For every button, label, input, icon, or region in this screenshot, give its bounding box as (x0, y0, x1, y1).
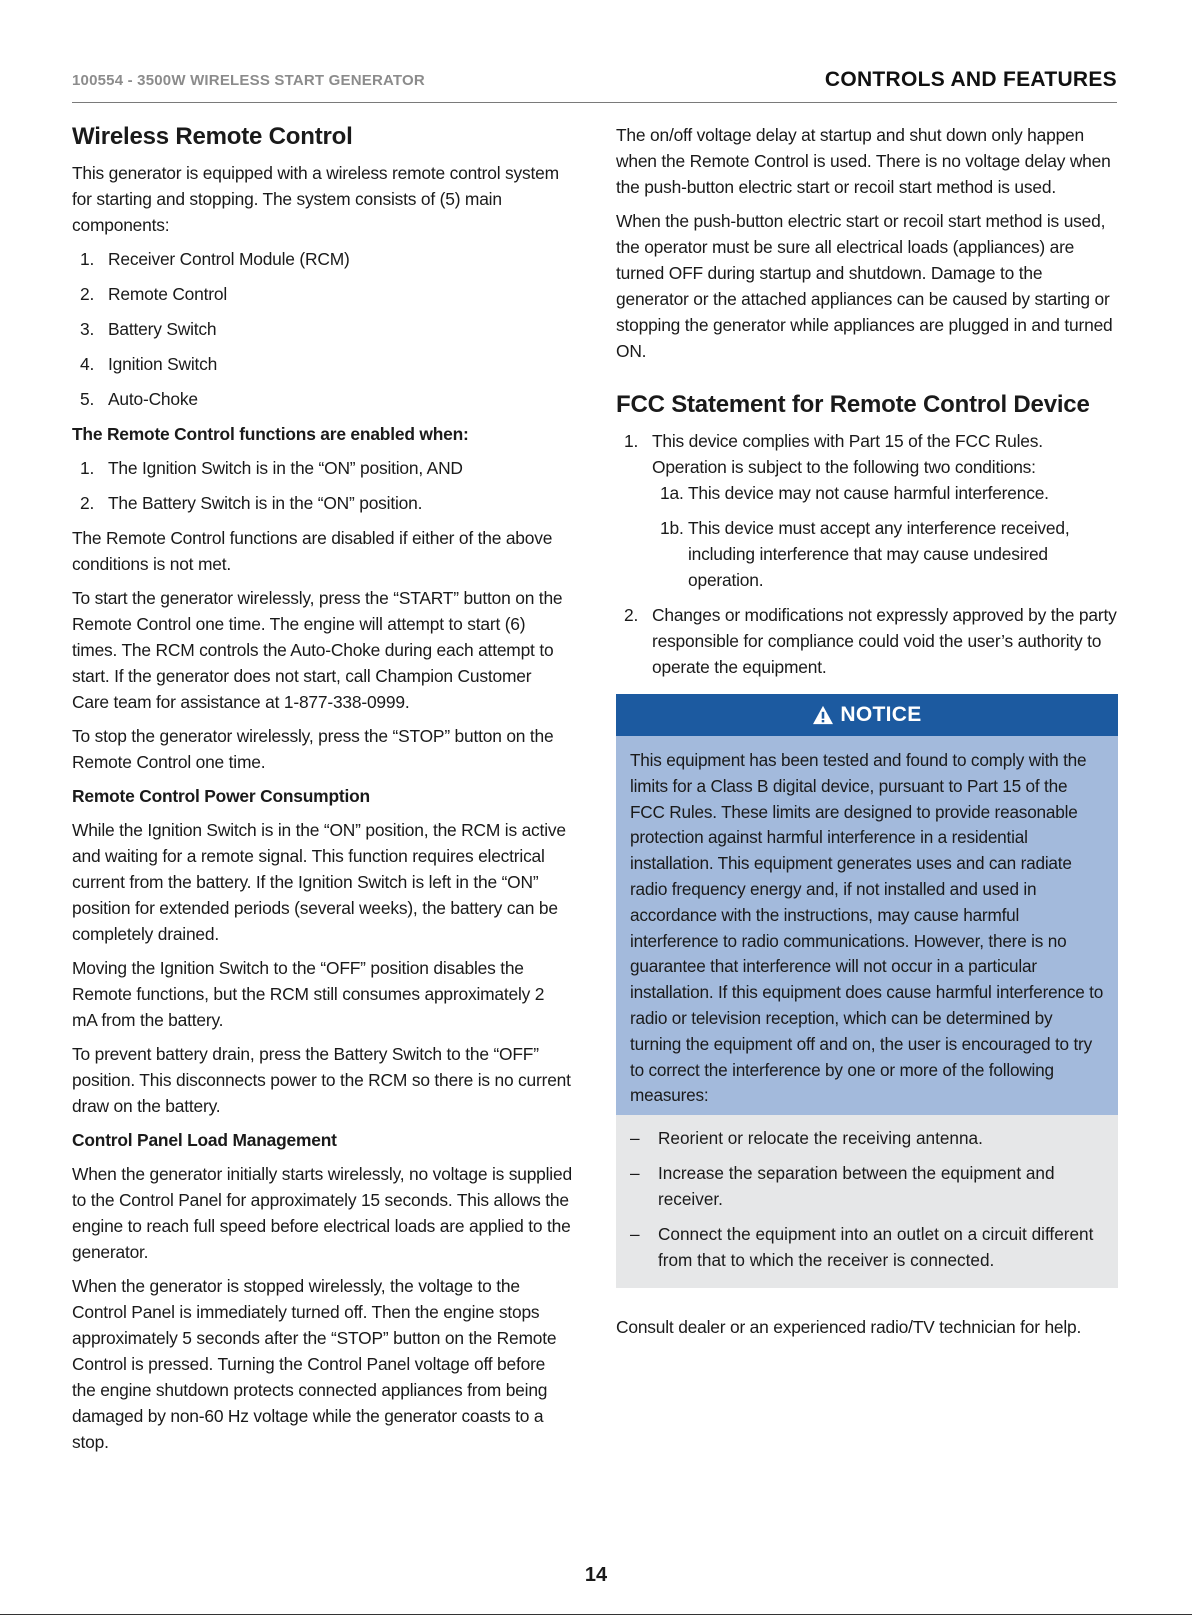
page-header (72, 66, 1117, 103)
stop-paragraph: To stop the generator wirelessly, press the “STOP” button on the Remote Control one time. (72, 726, 554, 772)
notice-label: NOTICE (840, 703, 922, 726)
document-title: 100554 - 3500W WIRELESS START GENERATOR (72, 72, 425, 89)
load-paragraph-2: When the generator is stopped wirelessly, the voltage to the Control Panel is immediately turned off. Then the engine stops approximately 5 seconds after the “STOP” button on the Remote Control is pressed. Turning the Control Panel voltage off before the engine shutdown protects connected appliances from being damaged by non-60 Hz voltage while the generator coasts to a stop. (72, 1276, 557, 1452)
notice-header (616, 694, 1118, 736)
list-item: 2. The Battery Switch is in the “ON” position. (80, 493, 423, 513)
list-item: 1. The Ignition Switch is in the “ON” position, AND (80, 458, 463, 478)
list-item: 4. Ignition Switch (80, 354, 218, 374)
start-paragraph: To start the generator wirelessly, press the “START” button on the Remote Control one time. The engine will attempt to start (6) times. The RCM controls the Auto-Choke during each attempt to start. If the generator does not start, call Champion Customer Care team for assistance at 1-877-338-0999. (72, 588, 563, 712)
consult-paragraph: Consult dealer or an experienced radio/TV technician for help. (616, 1317, 1082, 1338)
list-item: – Connect the equipment into an outlet on a circuit different from that to which the receiver is connected. (630, 1224, 1094, 1271)
notice-measures (616, 1115, 1118, 1288)
notice-body (616, 736, 1118, 1115)
power-consumption-heading: Remote Control Power Consumption (72, 786, 370, 806)
fcc-sub-list (652, 480, 1118, 593)
list-item: 1b. This device must accept any interference received, including interference that may cause undesired operation. (660, 518, 1070, 590)
list-item: 1a. This device may not cause harmful interference. (660, 483, 1049, 503)
notice-text: This equipment has been tested and found to comply with the limits for a Class B digital device, pursuant to Part 15 of the FCC Rules. These limits are designed to provide reasonable protection against harmful interference in a residential installation. This equipment generates uses and can radiate radio frequency energy and, if not installed and used in accordance with the instructions, may cause harmful interference to radio communications. However, there is no guarantee that interference will not occur in a particular installation. If this equipment does cause harmful interference to radio or television reception, which can be determined by turning the equipment off and on, the user is encouraged to try to correct the interference by one or more of the following measures: (630, 750, 1104, 1106)
page-number: 14 (584, 1564, 608, 1586)
list-item: 1. Receiver Control Module (RCM) (80, 249, 350, 269)
electrical-loads-paragraph: When the push-button electric start or recoil start method is used, the operator must be sure all electrical loads (appliances) are turned OFF during startup and shutdown. Damage to the generator or the attached appliances can be caused by starting or stopping the generator while appliances are plugged in and turned ON. (616, 211, 1113, 361)
list-item: 1. This device complies with Part 15 of the FCC Rules. Operation is subject to the following two conditions: 1a. This device may not cause harmful interference. 1b. This device must accept any interference received, including interference that may cause undesired operation. (616, 428, 1118, 593)
list-item: 5. Auto-Choke (80, 389, 198, 409)
measures-list (630, 1125, 1104, 1273)
voltage-delay-paragraph: The on/off voltage delay at startup and shut down only happen when the Remote Control is used. There is no voltage delay when the push-button electric start or recoil start method is used. (616, 125, 1111, 197)
bottom-divider (0, 1614, 1192, 1615)
power-paragraph-2: Moving the Ignition Switch to the “OFF” position disables the Remote functions, but the RCM still consumes approximately 2 mA from the battery. (72, 958, 545, 1030)
list-item: – Reorient or relocate the receiving antenna. (630, 1128, 983, 1149)
load-management-heading: Control Panel Load Management (72, 1130, 337, 1150)
disabled-paragraph: The Remote Control functions are disabled if either of the above conditions is not met. (72, 528, 553, 574)
power-paragraph-3: To prevent battery drain, press the Battery Switch to the “OFF” position. This disconnects power to the RCM so there is no current draw on the battery. (72, 1044, 571, 1116)
wireless-remote-heading: Wireless Remote Control (72, 123, 353, 150)
list-item: 2. Remote Control (80, 284, 227, 304)
list-item: 3. Battery Switch (80, 319, 217, 339)
list-item: 2. Changes or modifications not expressly approved by the party responsible for compliance could void the user’s authority to operate the equipment. (624, 605, 1117, 677)
list-item: – Increase the separation between the equipment and receiver. (630, 1163, 1055, 1210)
components-list (72, 246, 572, 412)
section-title: CONTROLS AND FEATURES (824, 68, 1117, 91)
notice-box (616, 694, 1118, 1288)
intro-paragraph: This generator is equipped with a wireless remote control system for starting and stopping. The system consists of (5) main components: (72, 163, 559, 235)
left-column (72, 120, 572, 1463)
warning-triangle-icon (812, 705, 834, 725)
enabled-conditions-list (72, 455, 572, 516)
right-column (616, 122, 1118, 1348)
load-paragraph-1: When the generator initially starts wirelessly, no voltage is supplied to the Control Panel for approximately 15 seconds. This allows the engine to reach full speed before electrical loads are applied to the generator. (72, 1164, 572, 1262)
fcc-heading: FCC Statement for Remote Control Device (616, 391, 1090, 418)
fcc-list (616, 428, 1118, 680)
power-paragraph-1: While the Ignition Switch is in the “ON” position, the RCM is active and waiting for a remote signal. This function requires electrical current from the battery. If the Ignition Switch is left in the “ON” position for extended periods (several weeks), the battery can be completely drained. (72, 820, 566, 944)
enabled-heading: The Remote Control functions are enabled when: (72, 424, 469, 444)
